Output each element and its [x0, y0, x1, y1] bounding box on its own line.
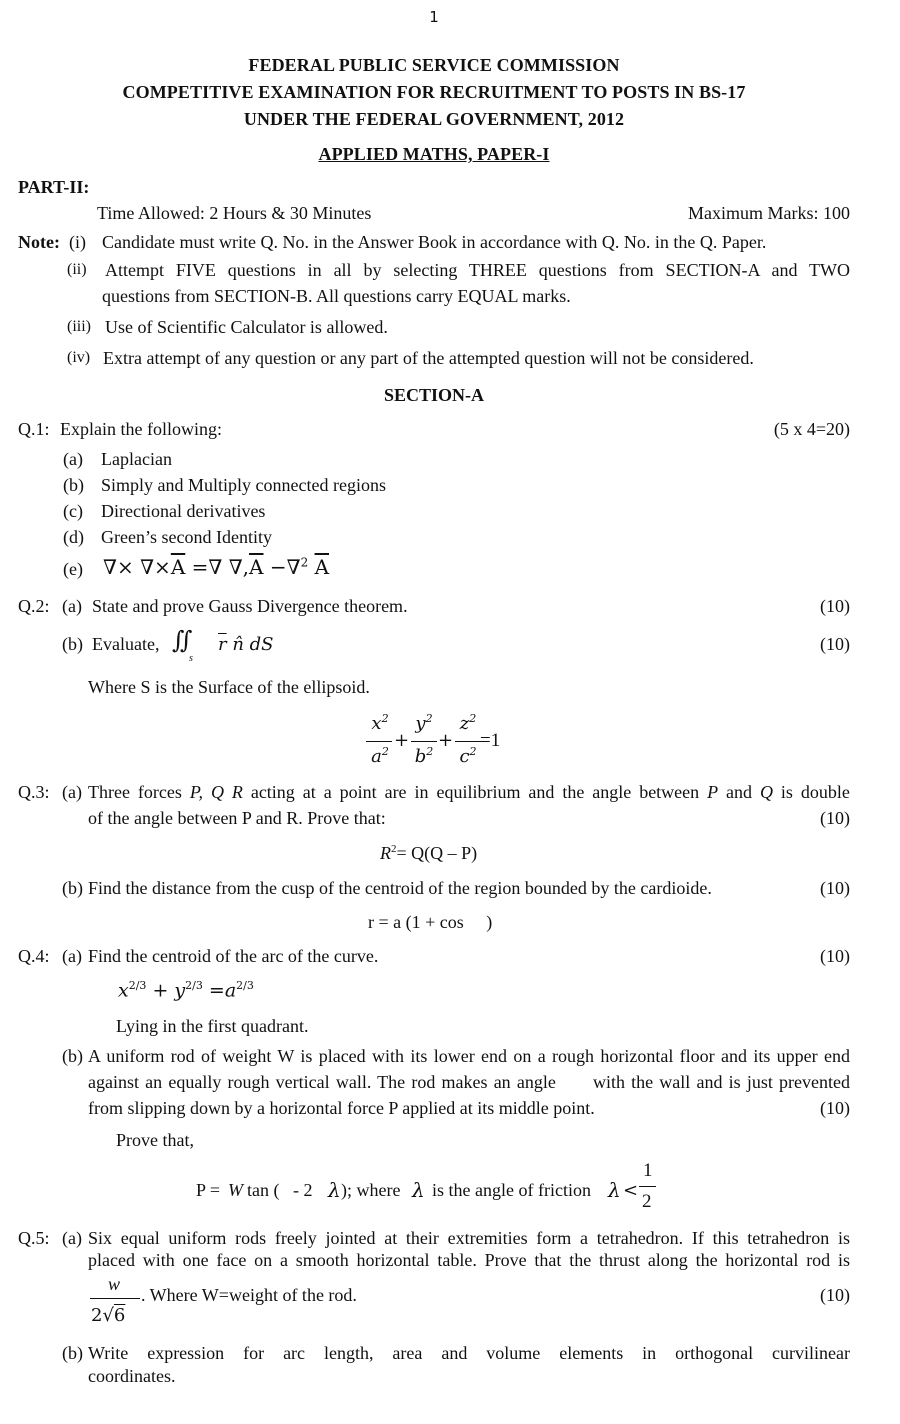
q4-prove-text: Prove that,: [116, 1130, 194, 1150]
q2-b-text: Evaluate,: [92, 634, 160, 654]
q1-item-b-text: Simply and Multiply connected regions: [101, 475, 386, 495]
q4-b-line3: from slipping down by a horizontal force P applied at its middle point.: [88, 1098, 595, 1118]
paper-title: APPLIED MATHS, PAPER-I: [318, 144, 550, 164]
time-allowed: Time Allowed: 2 Hours & 30 Minutes: [97, 203, 372, 223]
q5-b-label: (b): [62, 1343, 83, 1363]
note-label: Note:: [18, 232, 60, 252]
q3-a-marks: (10): [820, 808, 850, 828]
q2-number: Q.2:: [18, 596, 50, 616]
q4-b-marks: (10): [820, 1098, 850, 1118]
q4-a-label: (a): [62, 946, 82, 966]
note-text-iv: Extra attempt of any question or any part of the attempted question will not be considered.: [103, 348, 754, 368]
maximum-marks: Maximum Marks: 100: [688, 203, 850, 223]
q1-item-e-equation: ∇× $\nabla\times\overline{A}$ =∇ $\nabla,\overline{A} -\nabla^2$ $\overline{A}$: [103, 555, 330, 579]
q2-b-label: (b): [62, 634, 83, 654]
q3-b-text: Find the distance from the cusp of the centroid of the region bounded by the cardioide.: [88, 878, 712, 898]
q2-b-surface-integral: ∬: [172, 626, 193, 654]
q5-number: Q.5:: [18, 1228, 50, 1248]
q3-a-label: (a): [62, 782, 82, 802]
q3-a-line2: of the angle between P and R. Prove that:: [88, 808, 386, 828]
q1-item-d-text: Green’s second Identity: [101, 527, 272, 547]
header-exam: COMPETITIVE EXAMINATION FOR RECRUITMENT TO POSTS IN BS-17: [122, 82, 746, 102]
q3-a-line1: Three forces P, Q R acting at a point are in equilibrium and the angle between P and Q is double: [88, 782, 850, 802]
q2-b-marks: (10): [820, 634, 850, 654]
q4-b-label: (b): [62, 1046, 83, 1066]
q4-a-text: Find the centroid of the arc of the curve.: [88, 946, 379, 966]
header-commission: FEDERAL PUBLIC SERVICE COMMISSION: [248, 55, 620, 75]
note-num-iv: (iv): [67, 349, 91, 366]
q1-item-a-text: Laplacian: [101, 449, 172, 469]
q4-a-marks: (10): [820, 946, 850, 966]
q3-a-equation: $R^2= Q(Q - P)$: [380, 843, 478, 863]
q2-where-text: Where S is the Surface of the ellipsoid.: [88, 677, 370, 697]
q5-a-marks: (10): [820, 1285, 850, 1305]
q1-item-e-label: (e): [63, 559, 83, 579]
q4-b-line1: A uniform rod of weight W is placed with its lower end on a rough horizontal floor and its upper end: [88, 1046, 850, 1066]
page-number: 1: [429, 8, 439, 26]
note-text-iii: Use of Scientific Calculator is allowed.: [105, 317, 388, 337]
note-text-ii: Attempt FIVE questions in all by selecting THREE questions from SECTION-A and TWO: [105, 260, 850, 280]
q5-a-line3: . Where W=weight of the rod.: [141, 1285, 357, 1305]
q1-item-c-label: (c): [63, 501, 83, 521]
q3-b-cardioid-equation: r = a (1 + cos ): [368, 912, 493, 932]
q5-a-line2: placed with one face on a smooth horizontal table. Prove that the thrust along the horizontal rod is: [88, 1250, 850, 1270]
note-text-i: Candidate must write Q. No. in the Answer Book in accordance with Q. No. in the Q. Paper.: [102, 232, 767, 252]
q3-b-marks: (10): [820, 878, 850, 898]
note-num-ii: (ii): [67, 261, 87, 278]
q2-a-label: (a): [62, 596, 82, 616]
q4-lying-text: Lying in the first quadrant.: [116, 1016, 309, 1036]
q5-a-line1: Six equal uniform rods freely jointed at their extremities form a tetrahedron. If this tetrahedron is: [88, 1228, 850, 1248]
q5-b-line2: coordinates.: [88, 1366, 176, 1386]
note-text-ii-cont: questions from SECTION-B. All questions carry EQUAL marks.: [102, 286, 571, 306]
q5-a-label: (a): [62, 1228, 82, 1248]
q2-b-integral-subscript: s: [189, 653, 193, 664]
q2-a-marks: (10): [820, 596, 850, 616]
q1-item-c-text: Directional derivatives: [101, 501, 266, 521]
q3-b-label: (b): [62, 878, 83, 898]
section-a-heading: SECTION-A: [383, 385, 485, 405]
note-num-i: (i): [69, 232, 86, 252]
q1-marks: (5 x 4=20): [773, 419, 850, 439]
q4-number: Q.4:: [18, 946, 50, 966]
q1-text: Explain the following:: [60, 419, 222, 439]
q1-item-b-label: (b): [63, 475, 84, 495]
q2-b-integrand: $\overline{r}$ n̂ dS: [218, 634, 274, 655]
header-government: UNDER THE FEDERAL GOVERNMENT, 2012: [243, 109, 625, 129]
q1-item-d-label: (d): [63, 527, 84, 547]
part-label: PART-II:: [18, 177, 90, 197]
q5-b-line1: Write expression for arc length, area and volume elements in orthogonal curvilinear: [88, 1343, 850, 1363]
q1-item-a-label: (a): [63, 449, 83, 469]
q1-number: Q.1:: [18, 419, 50, 439]
q4-a-astroid-equation: $x^{2/3} + y^{2/3} =a^{2/3}$: [118, 979, 254, 1002]
q4-b-line2: against an equally rough vertical wall. The rod makes an angle with the wall and is just prevented: [88, 1072, 850, 1092]
q3-number: Q.3:: [18, 782, 50, 802]
q2-a-text: State and prove Gauss Divergence theorem.: [92, 596, 408, 616]
note-num-iii: (iii): [67, 318, 91, 335]
